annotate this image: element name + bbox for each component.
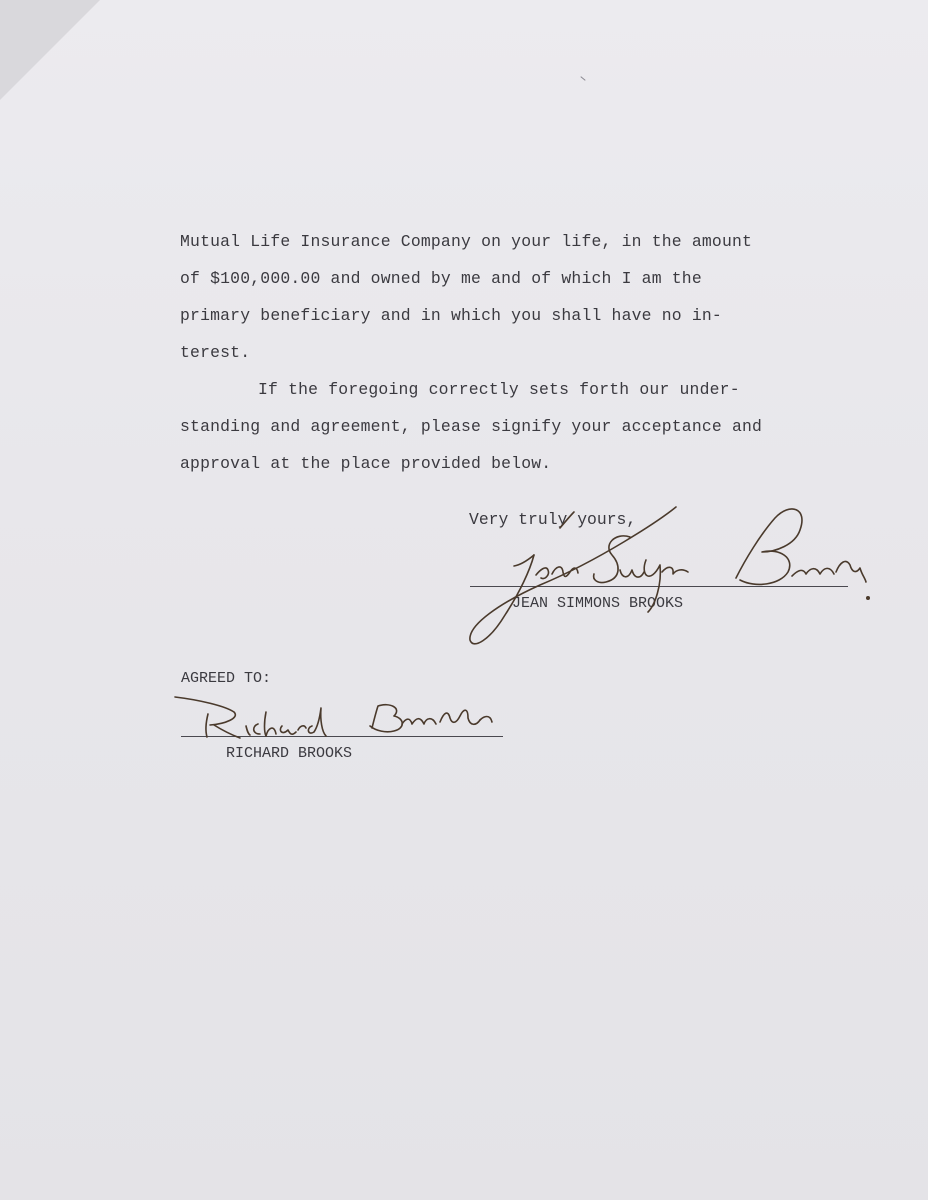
letter-body	[180, 223, 840, 482]
body-line-4: terest.	[180, 343, 251, 362]
paper-speck	[580, 76, 585, 81]
countersigner-name: RICHARD BROOKS	[226, 745, 353, 762]
body-line-2: of $100,000.00 and owned by me and of which I am the	[180, 269, 702, 288]
paragraph-line-1: If the foregoing correctly sets forth our under-	[258, 380, 740, 399]
agreed-label: AGREED TO:	[181, 670, 272, 687]
body-line-3: primary beneficiary and in which you shall have no in-	[180, 306, 722, 325]
signer-name: JEAN SIMMONS BROOKS	[512, 595, 684, 612]
closing-salutation: Very truly yours,	[469, 510, 637, 529]
folded-corner	[0, 0, 100, 100]
signature-line-2	[181, 736, 503, 737]
signature-richard	[175, 697, 492, 738]
signature-line-1	[470, 586, 848, 587]
paragraph-line-2: standing and agreement, please signify your acceptance and	[180, 417, 763, 436]
body-line-1: Mutual Life Insurance Company on your life, in the amount	[180, 232, 753, 251]
paragraph-line-3: approval at the place provided below.	[180, 454, 552, 473]
